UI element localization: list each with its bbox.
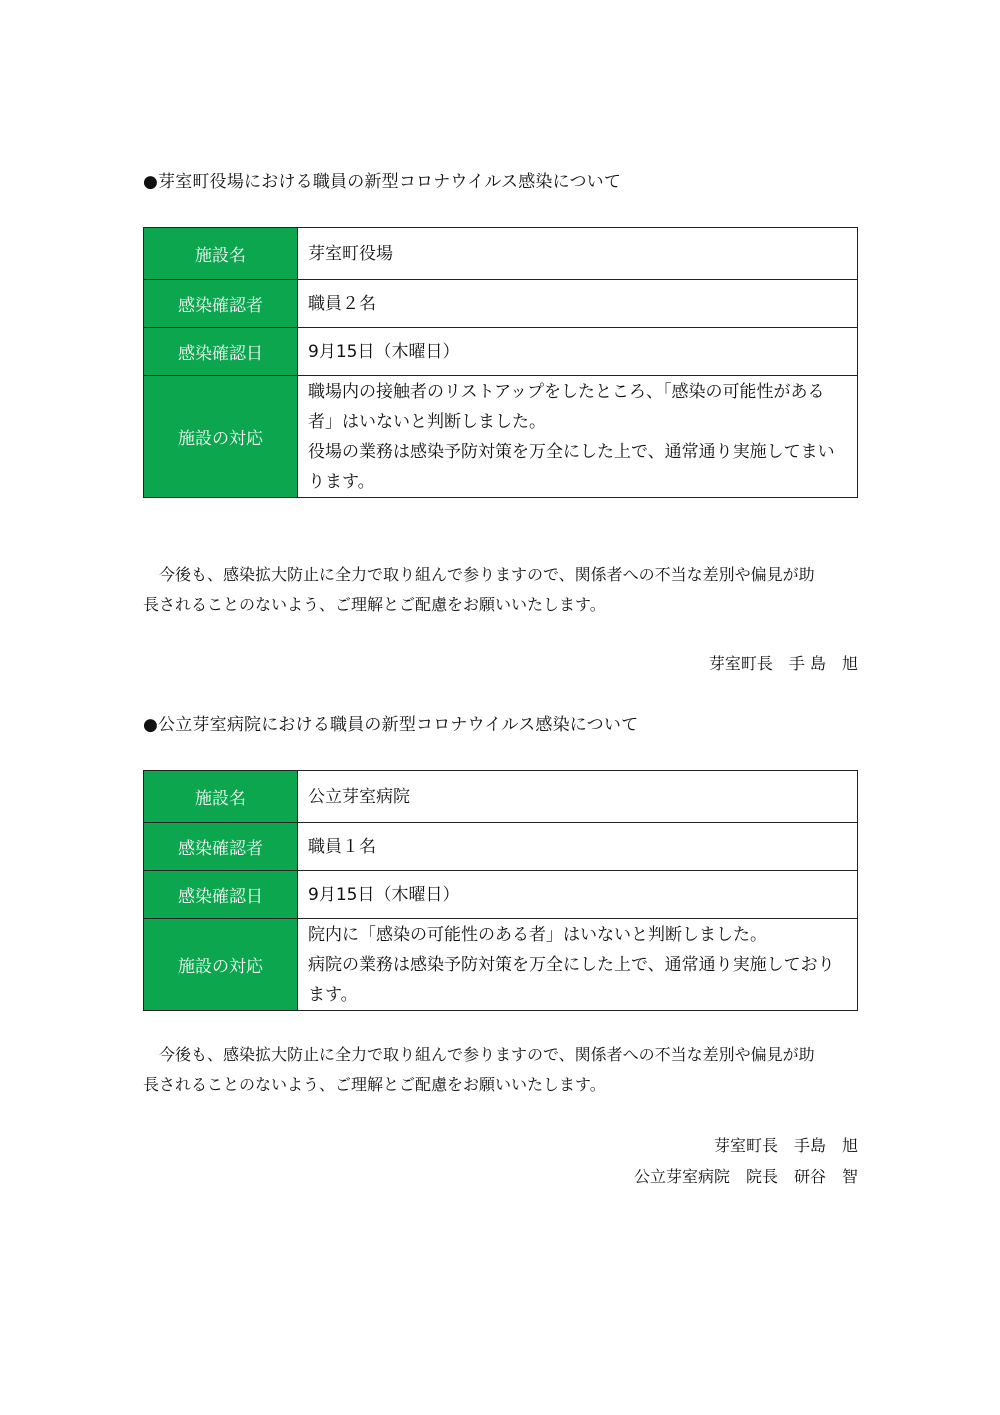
- response-line: 院内に「感染の可能性のある者」はいないと判断しました。: [308, 924, 767, 945]
- paragraph-line: 長されることのないよう、ご理解とご配慮をお願いいたします。: [143, 1075, 606, 1094]
- section2-signature-mayor: 芽室町長 手島 旭: [713, 1136, 858, 1155]
- response-line: 者」はいないと判断しました。: [308, 411, 546, 432]
- facility-label: 施設名: [144, 228, 298, 280]
- confirmed-label: 感染確認者: [144, 823, 298, 871]
- table-row: [144, 919, 858, 1011]
- table-row: [144, 376, 858, 498]
- table-row: [144, 871, 858, 919]
- response-line: ます。: [308, 984, 358, 1005]
- confirmed-label: 感染確認者: [144, 280, 298, 328]
- section2-closing-paragraph: [143, 1040, 859, 1100]
- table-row: [144, 823, 858, 871]
- response-label: 施設の対応: [144, 919, 298, 1011]
- facility-value: 芽室町役場: [298, 228, 858, 280]
- response-line: 病院の業務は感染予防対策を万全にした上で、通常通り実施しており: [308, 954, 835, 975]
- response-value: [298, 376, 858, 498]
- paragraph-line: 今後も、感染拡大防止に全力で取り組んで参りますので、関係者への不当な差別や偏見が助: [143, 565, 815, 584]
- section2-info-table: [143, 770, 858, 1011]
- confirmed-value: 職員１名: [298, 823, 858, 871]
- paragraph-line: 今後も、感染拡大防止に全力で取り組んで参りますので、関係者への不当な差別や偏見が助: [143, 1045, 815, 1064]
- section2-heading: ●公立芽室病院における職員の新型コロナウイルス感染について: [143, 715, 639, 735]
- response-line: 職場内の接触者のリストアップをしたところ、「感染の可能性がある: [308, 381, 825, 402]
- table-row: [144, 771, 858, 823]
- paragraph-line: 長されることのないよう、ご理解とご配慮をお願いいたします。: [143, 595, 606, 614]
- date-label: 感染確認日: [144, 871, 298, 919]
- table-row: [144, 228, 858, 280]
- section2-signature-director: 公立芽室病院 院長 研谷 智: [633, 1167, 858, 1186]
- date-value: 9月15日（木曜日）: [298, 328, 858, 376]
- table-row: [144, 328, 858, 376]
- response-line: 役場の業務は感染予防対策を万全にした上で、通常通り実施してまい: [308, 441, 835, 462]
- section1-heading: ●芽室町役場における職員の新型コロナウイルス感染について: [143, 172, 622, 192]
- facility-value: 公立芽室病院: [298, 771, 858, 823]
- section1-info-table: [143, 227, 858, 498]
- response-line: ります。: [308, 471, 375, 492]
- facility-label: 施設名: [144, 771, 298, 823]
- date-label: 感染確認日: [144, 328, 298, 376]
- section1-closing-paragraph: [143, 560, 859, 620]
- response-value: [298, 919, 858, 1011]
- section1-signature: 芽室町長 手 島 旭: [708, 654, 858, 673]
- confirmed-value: 職員２名: [298, 280, 858, 328]
- response-label: 施設の対応: [144, 376, 298, 498]
- table-row: [144, 280, 858, 328]
- date-value: 9月15日（木曜日）: [298, 871, 858, 919]
